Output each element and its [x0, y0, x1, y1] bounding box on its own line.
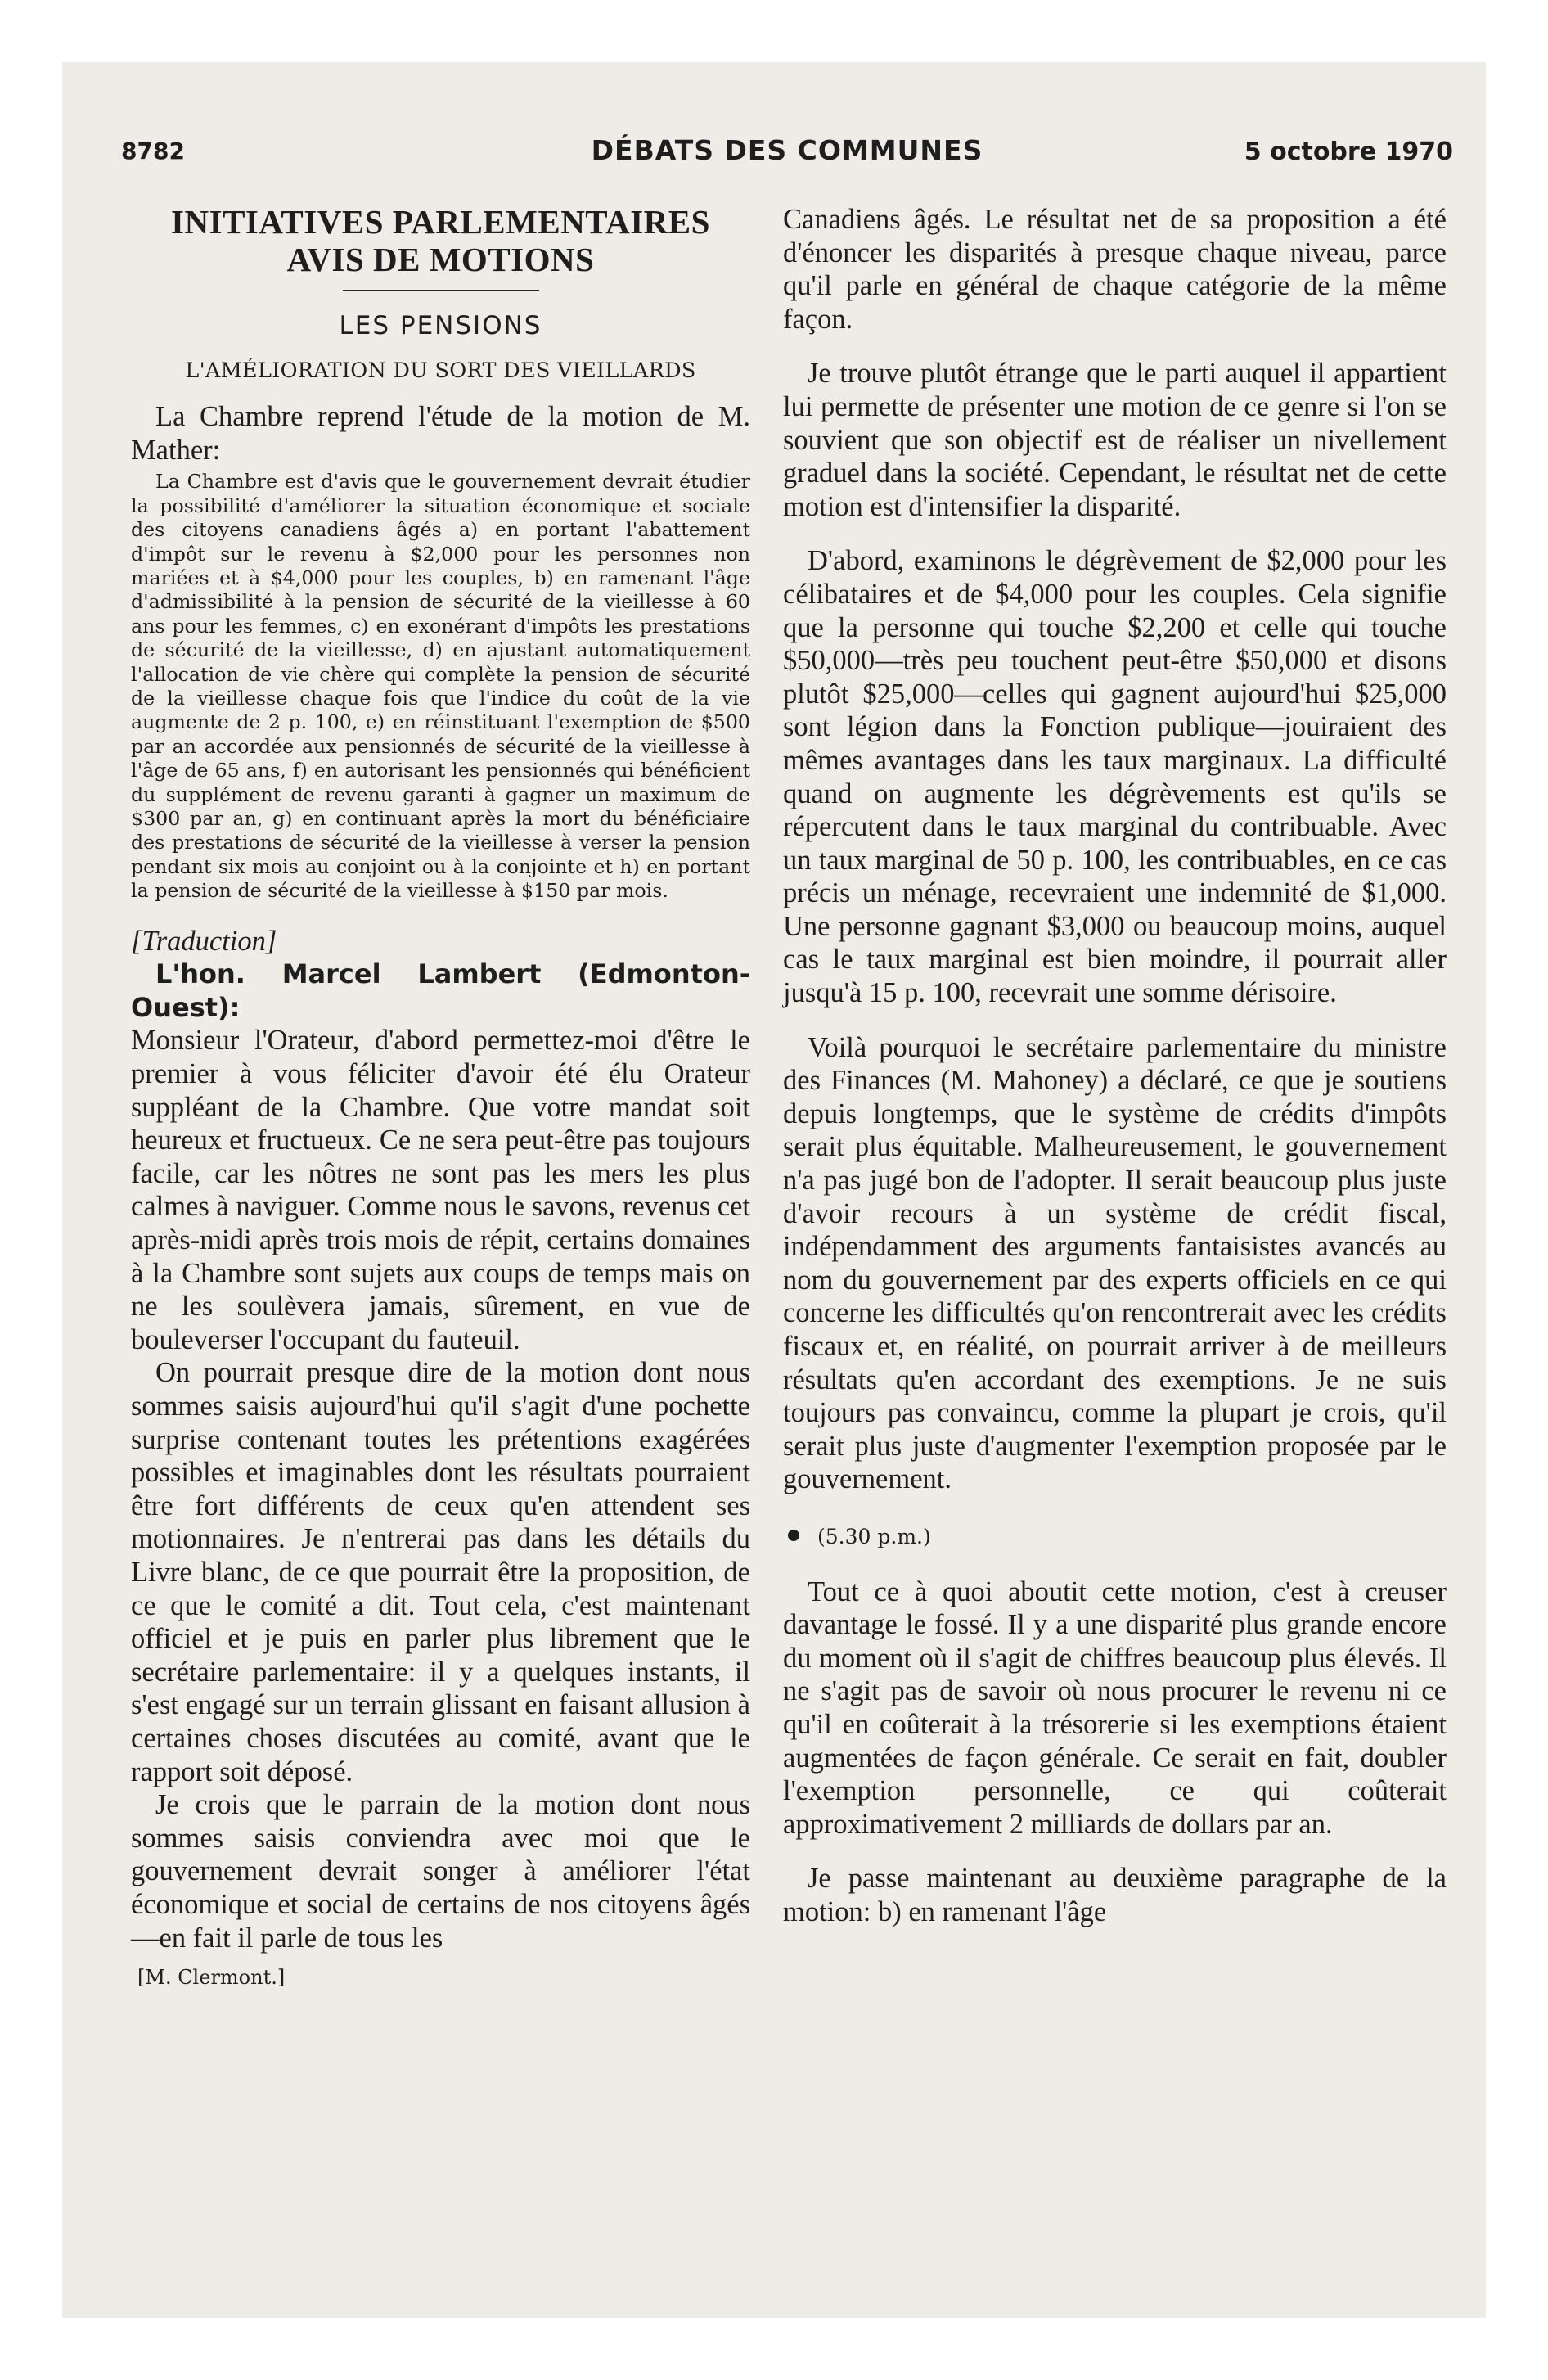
timestamp-text: (5.30 p.m.): [817, 1524, 931, 1548]
intro-paragraph: La Chambre reprend l'étude de la motion de M. Mather:: [131, 401, 750, 466]
rubric-line-2: AVIS DE MOTIONS: [286, 241, 595, 278]
bullet-icon: [788, 1530, 799, 1541]
spacer: [131, 1954, 750, 1961]
spacer: [783, 1554, 1447, 1575]
rubric-title: [131, 203, 750, 278]
right-column: [783, 203, 1447, 1929]
speech-paragraph-5: Je trouve plutôt étrange que le parti auquel il appartient lui permette de présenter une motion de ce genre si l'on se souvient que son objectif est de réaliser un nivellement graduel dans la société. Cependant, le résultat net de cette motion est d'intensifier la disparité.: [783, 358, 1447, 522]
speech-paragraph-3: Je crois que le parrain de la motion dont nous sommes saisis conviendra avec moi que le gouvernement devrait songer à améliorer l'état économique et social de certains de nos citoyens âgés—en fait il parle de tous les: [131, 1789, 750, 1954]
spacer: [783, 336, 1447, 357]
speech-paragraph-4: Canadiens âgés. Le résultat net de sa proposition a été d'énoncer les disparités à presque chaque niveau, parce qu'il parle en général de chaque catégorie de la même façon.: [783, 204, 1447, 335]
signature-note: [M. Clermont.]: [137, 1966, 286, 1990]
page-header: [121, 134, 1453, 174]
translation-note: [Traduction]: [131, 925, 277, 957]
speech-paragraph-9: Je passe maintenant au deuxième paragraphe de la motion: b) en ramenant l'âge: [783, 1863, 1447, 1927]
divider-rule: [343, 290, 539, 291]
publication-title: DÉBATS DES COMMUNES: [591, 134, 983, 166]
speech-paragraph-8: Tout ce à quoi aboutit cette motion, c'est à creuser davantage le fossé. Il y a une disparité plus grande encore du moment où il s'agit de chiffres beaucoup plus élevés. Il ne s'agit pas de savoir où nous procurer le revenu ni ce qu'il en coûterait à la trésorerie si les exemptions étaient augmentées de façon générale. Ce serait en fait, doubler l'exemption personnelle, ce qui coûterait approximativement 2 milliards de dollars par an.: [783, 1575, 1447, 1840]
speech-paragraph-6: D'abord, examinons le dégrèvement de $2,000 pour les célibataires et de $4,000 pour les couples. Cela signifie que la personne qui touche $2,200 et celle qui touche $50,000—très peu touchent peut-être $50,000 et disons plutôt $25,000—celles qui gagnent aujourd'hui $25,000 sont légion dans la Fonction publique—jouiraient des mêmes avantages dans les taux marginaux. La difficulté quand on augmente les dégrèvements est qu'ils se répercutent dans le taux marginal du contribuable. Avec un taux marginal de 50 p. 100, les contribuables, en ce cas précis un ménage, recevraient une indemnité de $1,000. Une personne gagnant $3,000 ou beaucoup moins, auquel cas le taux marginal est bien moindre, il pourrait aller jusqu'à 15 p. 100, recevrait une somme dérisoire.: [783, 545, 1447, 1009]
spacer: [783, 1841, 1447, 1862]
spacer: [783, 523, 1447, 544]
page-number: 8782: [121, 137, 185, 165]
page-date: 5 octobre 1970: [1244, 137, 1453, 166]
speaker-name: L'hon. Marcel Lambert (Edmonton-Ouest):: [131, 958, 750, 1023]
section-subheading: L'AMÉLIORATION DU SORT DES VIEILLARDS: [185, 358, 696, 383]
motion-text: La Chambre est d'avis que le gouvernement devrait étudier la possibilité d'améliorer la situation économique et sociale des citoyens canadiens âgés a) en portant l'abattement d'impôt sur le revenu à $2,000 pour les personnes non mariées et à $4,000 pour les couples, b) en ramenant l'âge d'admissibilité à la pension de sécurité de la vieillesse à 60 ans pour les femmes, c) en exonérant d'impôts les prestations de sécurité de la vieillesse, d) en ajustant automatiquement l'allocation de vie chère qui complète la pension de sécurité de la vieillesse chaque fois que l'indice du coût de la vie augmente de 2 p. 100, e) en réinstituant l'exemption de $500 par an accordée aux pensionnés de sécurité de la vieillesse à l'âge de 65 ans, f) en autorisant les pensionnés qui bénéficient du supplément de revenu garanti à gagner un maximum de $300 par an, g) en continuant après la mort du bénéficiaire des prestations de sécurité de la vieillesse à verser la pension pendant six mois au conjoint ou à la conjointe et h) en portant la pension de sécurité de la vieillesse à $150 par mois.: [131, 470, 750, 903]
speech-paragraph-7: Voilà pourquoi le secrétaire parlementaire du ministre des Finances (M. Mahoney) a déclaré, ce que je soutiens depuis longtemps, que le système de crédits d'impôts serait plus équitable. Malheureusement, le gouvernement n'a pas jugé bon de l'adopter. Il serait beaucoup plus juste d'avoir recours à un système de crédit fiscal, indépendamment des arguments fantaisistes avancés au nom du gouvernement par des experts officiels en ce qui concerne les difficultés qu'on rencontrerait avec les crédits fiscaux et, en réalité, on pourrait arriver à de meilleurs résultats qu'en accordant des exemptions. Je ne suis toujours pas convaincu, comme la plupart je crois, qu'il serait plus juste d'augmenter l'exemption proposée par le gouvernement.: [783, 1031, 1447, 1495]
left-column: [131, 203, 750, 1995]
rubric-line-1: INITIATIVES PARLEMENTAIRES: [171, 203, 710, 241]
speech-paragraph-1: Monsieur l'Orateur, d'abord permettez-moi d'être le premier à vous féliciter d'avoir été élu Orateur suppléant de la Chambre. Que votre mandat soit heureux et fructueux. Ce ne sera peut-être pas toujours facile, car les nôtres ne sont pas les mers les plus calmes à naviguer. Comme nous le savons, revenus cet après-midi après trois mois de répit, certains domaines à la Chambre sont sujets aux coups de temps mais on ne les soulèvera jamais, sûrement, en vue de bouleverser l'occupant du fauteuil.: [131, 1025, 750, 1355]
spacer: [783, 1010, 1447, 1031]
spacer: [131, 904, 750, 925]
speech-paragraph-2: On pourrait presque dire de la motion dont nous sommes saisis aujourd'hui qu'il s'agit d'une pochette surprise contenant toutes les prétentions exagérées possibles et imaginables dont les résultats pourraient être fort différents de ceux qu'en attendent ses motionnaires. Je n'entrerai pas dans les détails du Livre blanc, de ce que pourrait être la proposition, de ce que le comité a dit. Tout cela, c'est maintenant officiel et je puis en parler plus librement que le secrétaire parlementaire: il y a quelques instants, il s'est engagé sur un terrain glissant en faisant allusion à certaines choses discutées au comité, avant que le rapport soit déposé.: [131, 1357, 750, 1787]
timestamp-marker: [788, 1521, 1447, 1554]
section-heading: LES PENSIONS: [339, 311, 542, 340]
spacer: [783, 1496, 1447, 1517]
